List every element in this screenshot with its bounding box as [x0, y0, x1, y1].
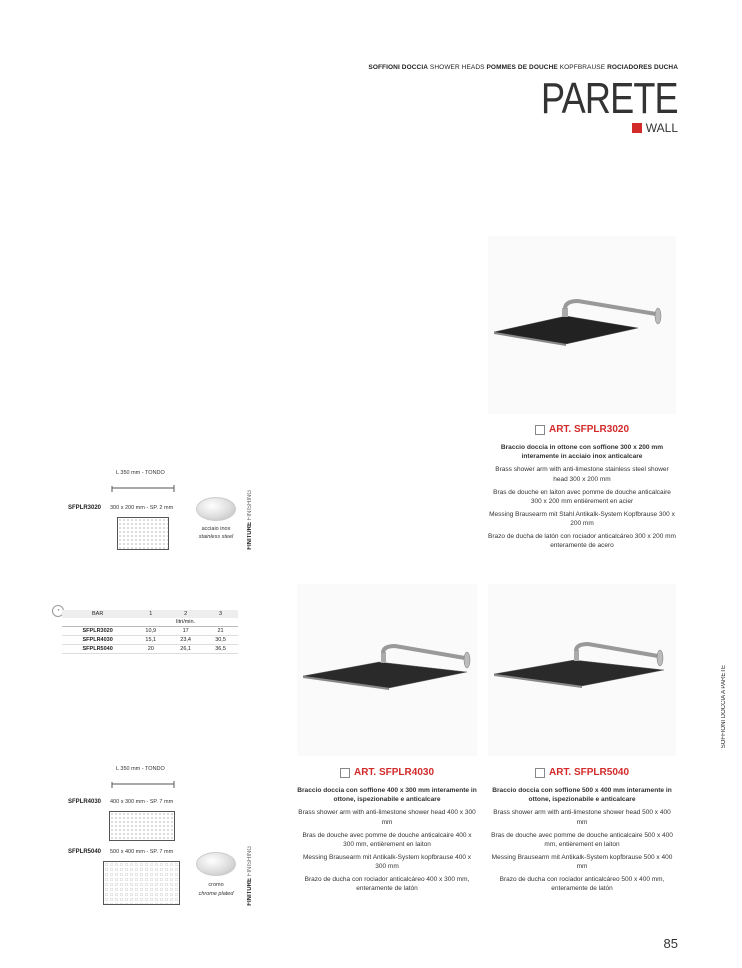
product-info-sfplr4030 [297, 767, 477, 897]
spec-code: SFPLR5040 [68, 849, 102, 855]
product-image-sfplr5040 [488, 584, 676, 756]
desc-es: Brazo de ducha con rociador anticalcáreo 500 x 400 mm, enteramente de latón [499, 876, 665, 893]
desc-fr: Bras de douche avec pomme de douche anticalcaire 400 x 300 mm, entièrement en laiton [302, 831, 472, 848]
desc-de: Messing Brausearm mit Antikalk-System kopfbrause 400 x 300 mm [303, 853, 471, 870]
spec-size: 300 x 200 mm - SP. 2 mm [110, 505, 174, 511]
finish-name-en: stainless steel [198, 534, 234, 540]
side-section-label: SOFFIONI DOCCIA A PARETE [721, 665, 727, 749]
arm-length-label: L 350 mm - TONDO [116, 766, 165, 772]
table-header: 1 [133, 610, 168, 618]
product-info-sfplr3020 [488, 424, 676, 554]
shower-head-illustration [488, 584, 676, 756]
table-header: BAR [62, 610, 133, 618]
table-row: SFPLR3020 10,9 17 21 [62, 627, 238, 636]
spec-code: SFPLR3020 [68, 505, 102, 511]
finish-swatch-chrome [196, 852, 236, 876]
shower-head-illustration [488, 236, 676, 414]
table-row: SFPLR4030 15,1 23,4 30,5 [62, 636, 238, 645]
spec-code: SFPLR4030 [68, 799, 102, 805]
desc-fr: Bras de douche en laiton avec pomme de douche anticalcaire 300 x 200 mm entièrement en acier [493, 488, 671, 505]
product-image-sfplr4030 [297, 584, 477, 756]
desc-en: Brass shower arm with anti-limestone shower head 500 x 400 mm [493, 809, 671, 826]
head-diagram [117, 517, 169, 550]
desc-de: Messing Brausearm mit Stahl Antikalk-System Kopfbrause 300 x 200 mm [489, 510, 675, 527]
desc-de: Messing Brausearm mit Antikalk-System kopfbrause 500 x 400 mm [491, 853, 673, 870]
desc-es: Brazo de ducha de latón con rociador anticalcáreo 300 x 200 mm enteramente de acero [488, 533, 676, 550]
head-diagram [109, 811, 175, 841]
desc-fr: Bras de douche avec pomme de douche anticalcaire 500 x 400 mm, entièrement en laiton [491, 831, 673, 848]
finish-swatch-steel [196, 497, 236, 521]
finish-name-it: acciaio inox [201, 526, 231, 532]
table-header: 3 [203, 610, 238, 618]
page-title: PARETE [541, 74, 678, 123]
table-header: 2 [168, 610, 203, 618]
category-header: SOFFIONI DOCCIA SHOWER HEADS POMMES DE DOUCHE KOPFBRAUSE ROCIADORES DUCHA [368, 64, 678, 71]
table-unit: litri/min. [176, 619, 196, 625]
finish-name-it: cromo [208, 882, 224, 888]
desc-en: Brass shower arm with anti-limestone stainless steel shower head 300 x 200 mm [495, 466, 669, 483]
desc-es: Brazo de ducha con rociador anticalcáreo 400 x 300 mm, enteramente de latón [304, 876, 470, 893]
desc-it: Braccio doccia con soffione 500 x 400 mm interamente in ottone, ispezionabile e anticalcare [492, 787, 672, 804]
article-code: ART. SFPLR5040 [488, 767, 676, 778]
shower-head-illustration [297, 584, 477, 756]
table-row: SFPLR5040 20 26,1 36,5 [62, 645, 238, 654]
flow-icon: ◔ [52, 605, 64, 617]
red-square-icon [632, 123, 642, 133]
arm-diagram [110, 778, 178, 790]
page-number: 85 [663, 936, 678, 951]
product-image-sfplr3020 [488, 236, 676, 414]
article-code: ART. SFPLR4030 [297, 767, 477, 778]
flow-rate-table [62, 610, 238, 654]
desc-it: Braccio doccia con soffione 400 x 300 mm interamente in ottone, ispezionabile e anticalcare [297, 787, 477, 804]
head-diagram [103, 861, 180, 905]
arm-length-label: L 350 mm - TONDO [116, 470, 165, 476]
article-code: ART. SFPLR3020 [488, 424, 676, 435]
finiture-label: FINITURE FINISHING [247, 490, 253, 550]
spec-size: 500 x 400 mm - SP. 7 mm [110, 849, 174, 855]
subtitle: WALL [632, 121, 678, 135]
checkbox-icon [340, 768, 350, 778]
finiture-label: FINITURE FINISHING [247, 846, 253, 906]
checkbox-icon [535, 425, 545, 435]
checkbox-icon [535, 768, 545, 778]
spec-size: 400 x 300 mm - SP. 7 mm [110, 799, 174, 805]
arm-diagram [110, 482, 178, 494]
product-info-sfplr5040 [488, 767, 676, 897]
finish-name-en: chrome plated [198, 891, 234, 897]
desc-it: Braccio doccia in ottone con soffione 300 x 200 mm interamente in acciaio inox anticalcare [500, 444, 664, 461]
desc-en: Brass shower arm with anti-limestone shower head 400 x 300 mm [298, 809, 476, 826]
